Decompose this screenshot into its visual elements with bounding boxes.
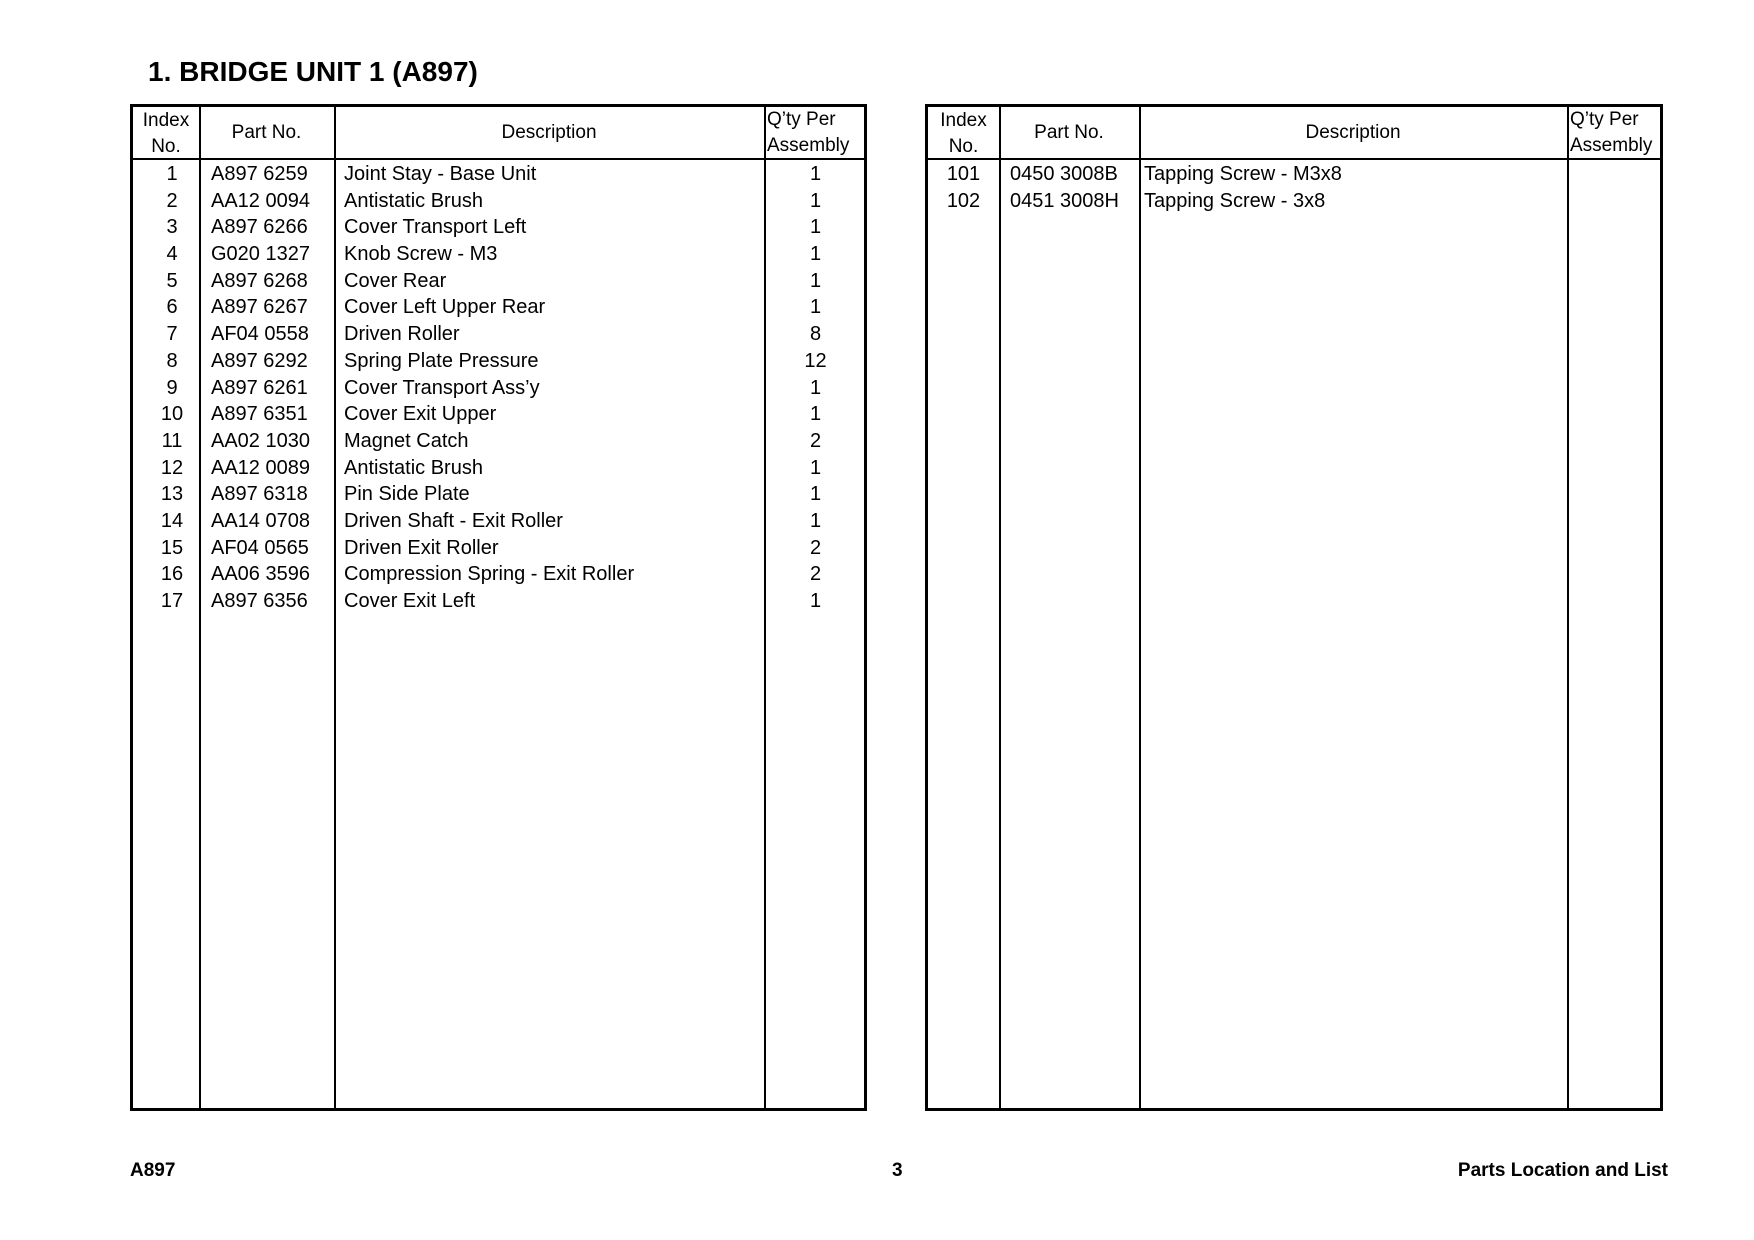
cell-qty: 1: [809, 163, 822, 185]
table-row: [133, 161, 864, 188]
table-row: [133, 321, 864, 348]
header-index: [133, 107, 199, 158]
cell-part-no: AA12 0089: [211, 456, 310, 479]
cell-qty: 2: [809, 563, 822, 586]
cell-part-no: G020 1327: [211, 243, 310, 266]
cell-index: 9: [166, 376, 178, 399]
cell-index: 16: [160, 563, 184, 586]
cell-part-no: A897 6259: [211, 163, 308, 185]
cell-index: 101: [946, 163, 981, 185]
cell-description: Compression Spring - Exit Roller: [344, 563, 635, 586]
cell-description: Tapping Screw - 3x8: [1144, 189, 1326, 212]
cell-index: 8: [166, 349, 178, 372]
cell-index: 14: [160, 509, 184, 532]
header-qty-line2: Assembly: [1570, 135, 1653, 156]
cell-qty: 12: [804, 349, 827, 372]
cell-index: 3: [166, 216, 178, 239]
cell-qty: 1: [809, 243, 822, 266]
table-row: [133, 535, 864, 562]
cell-description: Spring Plate Pressure: [344, 349, 539, 372]
cell-description: Pin Side Plate: [344, 483, 470, 506]
cell-part-no: A897 6261: [211, 376, 308, 399]
table-row: [133, 214, 864, 241]
header-divider: [928, 158, 1660, 160]
header-description: Description: [501, 121, 597, 143]
cell-qty: 1: [809, 269, 822, 292]
header-divider: [133, 158, 864, 160]
table-body-left: [133, 161, 864, 615]
cell-part-no: A897 6268: [211, 269, 308, 292]
header-qty-line1: Q’ty Per: [767, 109, 836, 130]
cell-qty: 1: [809, 483, 822, 506]
page-title: 1. BRIDGE UNIT 1 (A897): [148, 56, 478, 87]
table-row: [133, 375, 864, 402]
table-row: [133, 401, 864, 428]
cell-index: 11: [161, 429, 183, 452]
table-row: [133, 188, 864, 215]
table-row: [133, 481, 864, 508]
cell-part-no: AF04 0558: [211, 323, 309, 346]
header-index-line2: No.: [151, 136, 181, 157]
header-part-no: Part No.: [231, 121, 302, 143]
header-part-no: Part No.: [1034, 121, 1104, 143]
cell-description: Magnet Catch: [344, 429, 469, 452]
table-row: [928, 161, 1660, 188]
cell-index: 12: [160, 456, 184, 479]
cell-qty: 1: [809, 296, 822, 319]
table-row: [133, 294, 864, 321]
table-row: [133, 241, 864, 268]
cell-qty: 1: [809, 403, 822, 426]
cell-part-no: 0450 3008B: [1010, 163, 1118, 185]
footer-page-number: 3: [892, 1160, 903, 1181]
header-description: Description: [1305, 121, 1401, 143]
cell-index: 102: [946, 189, 981, 212]
cell-part-no: A897 6292: [211, 349, 308, 372]
footer-model: A897: [130, 1160, 176, 1181]
cell-description: Cover Transport Left: [344, 216, 527, 239]
cell-description: Driven Roller: [344, 323, 460, 346]
cell-description: Cover Left Upper Rear: [344, 296, 546, 319]
column-divider: [1139, 107, 1141, 1108]
cell-description: Antistatic Brush: [344, 189, 483, 212]
footer-section: Parts Location and List: [1457, 1160, 1668, 1181]
header-index-line1: Index: [142, 110, 190, 131]
cell-index: 2: [166, 189, 178, 212]
header-index: [928, 107, 999, 158]
cell-description: Driven Exit Roller: [344, 536, 499, 559]
cell-description: Joint Stay - Base Unit: [344, 163, 537, 185]
cell-part-no: AA06 3596: [211, 563, 310, 586]
cell-qty: 1: [809, 590, 822, 612]
table-body-right: [928, 161, 1660, 214]
cell-qty: 1: [809, 216, 822, 239]
cell-index: 15: [160, 536, 184, 559]
cell-description: Cover Transport Ass’y: [344, 376, 540, 399]
cell-description: Cover Exit Left: [344, 590, 476, 612]
table-row: [133, 588, 864, 615]
cell-part-no: AA12 0094: [211, 189, 310, 212]
cell-qty: 1: [809, 456, 822, 479]
cell-qty: 8: [809, 323, 822, 346]
cell-part-no: AF04 0565: [211, 536, 309, 559]
cell-index: 4: [166, 243, 178, 266]
table-row: [133, 348, 864, 375]
header-qty-line2: Assembly: [767, 135, 850, 156]
cell-part-no: A897 6318: [211, 483, 308, 506]
header-qty-line1: Q’ty Per: [1570, 109, 1639, 130]
cell-index: 5: [166, 269, 178, 292]
table-row: [133, 455, 864, 482]
parts-table-right: [925, 104, 1663, 1111]
cell-description: Antistatic Brush: [344, 456, 483, 479]
cell-description: Tapping Screw - M3x8: [1144, 163, 1342, 185]
cell-description: Knob Screw - M3: [344, 243, 498, 266]
header-index-line1: Index: [940, 110, 987, 131]
cell-part-no: A897 6351: [211, 403, 308, 426]
cell-index: 7: [166, 323, 178, 346]
cell-index: 13: [160, 483, 184, 506]
table-row: [133, 561, 864, 588]
table-row: [928, 188, 1660, 215]
cell-part-no: A897 6267: [211, 296, 308, 319]
cell-part-no: A897 6266: [211, 216, 308, 239]
cell-description: Cover Exit Upper: [344, 403, 497, 426]
header-qty: [764, 107, 867, 158]
cell-qty: 1: [809, 189, 822, 212]
column-divider: [999, 107, 1001, 1108]
cell-description: Driven Shaft - Exit Roller: [344, 509, 563, 532]
cell-part-no: A897 6356: [211, 590, 308, 612]
table-row: [133, 428, 864, 455]
cell-part-no: AA14 0708: [211, 509, 310, 532]
cell-index: 17: [160, 590, 184, 612]
cell-qty: 2: [809, 429, 822, 452]
cell-part-no: AA02 1030: [211, 429, 310, 452]
table-row: [133, 508, 864, 535]
cell-qty: 2: [809, 536, 822, 559]
parts-table-left: [130, 104, 867, 1111]
table-row: [133, 268, 864, 295]
cell-part-no: 0451 3008H: [1010, 189, 1119, 212]
cell-index: 1: [166, 163, 178, 185]
header-qty: [1567, 107, 1663, 158]
cell-index: 10: [160, 403, 184, 426]
cell-qty: 1: [809, 376, 822, 399]
header-index-line2: No.: [948, 136, 979, 157]
cell-qty: 1: [809, 509, 822, 532]
column-divider: [1567, 107, 1569, 1108]
cell-description: Cover Rear: [344, 269, 447, 292]
cell-index: 6: [166, 296, 178, 319]
